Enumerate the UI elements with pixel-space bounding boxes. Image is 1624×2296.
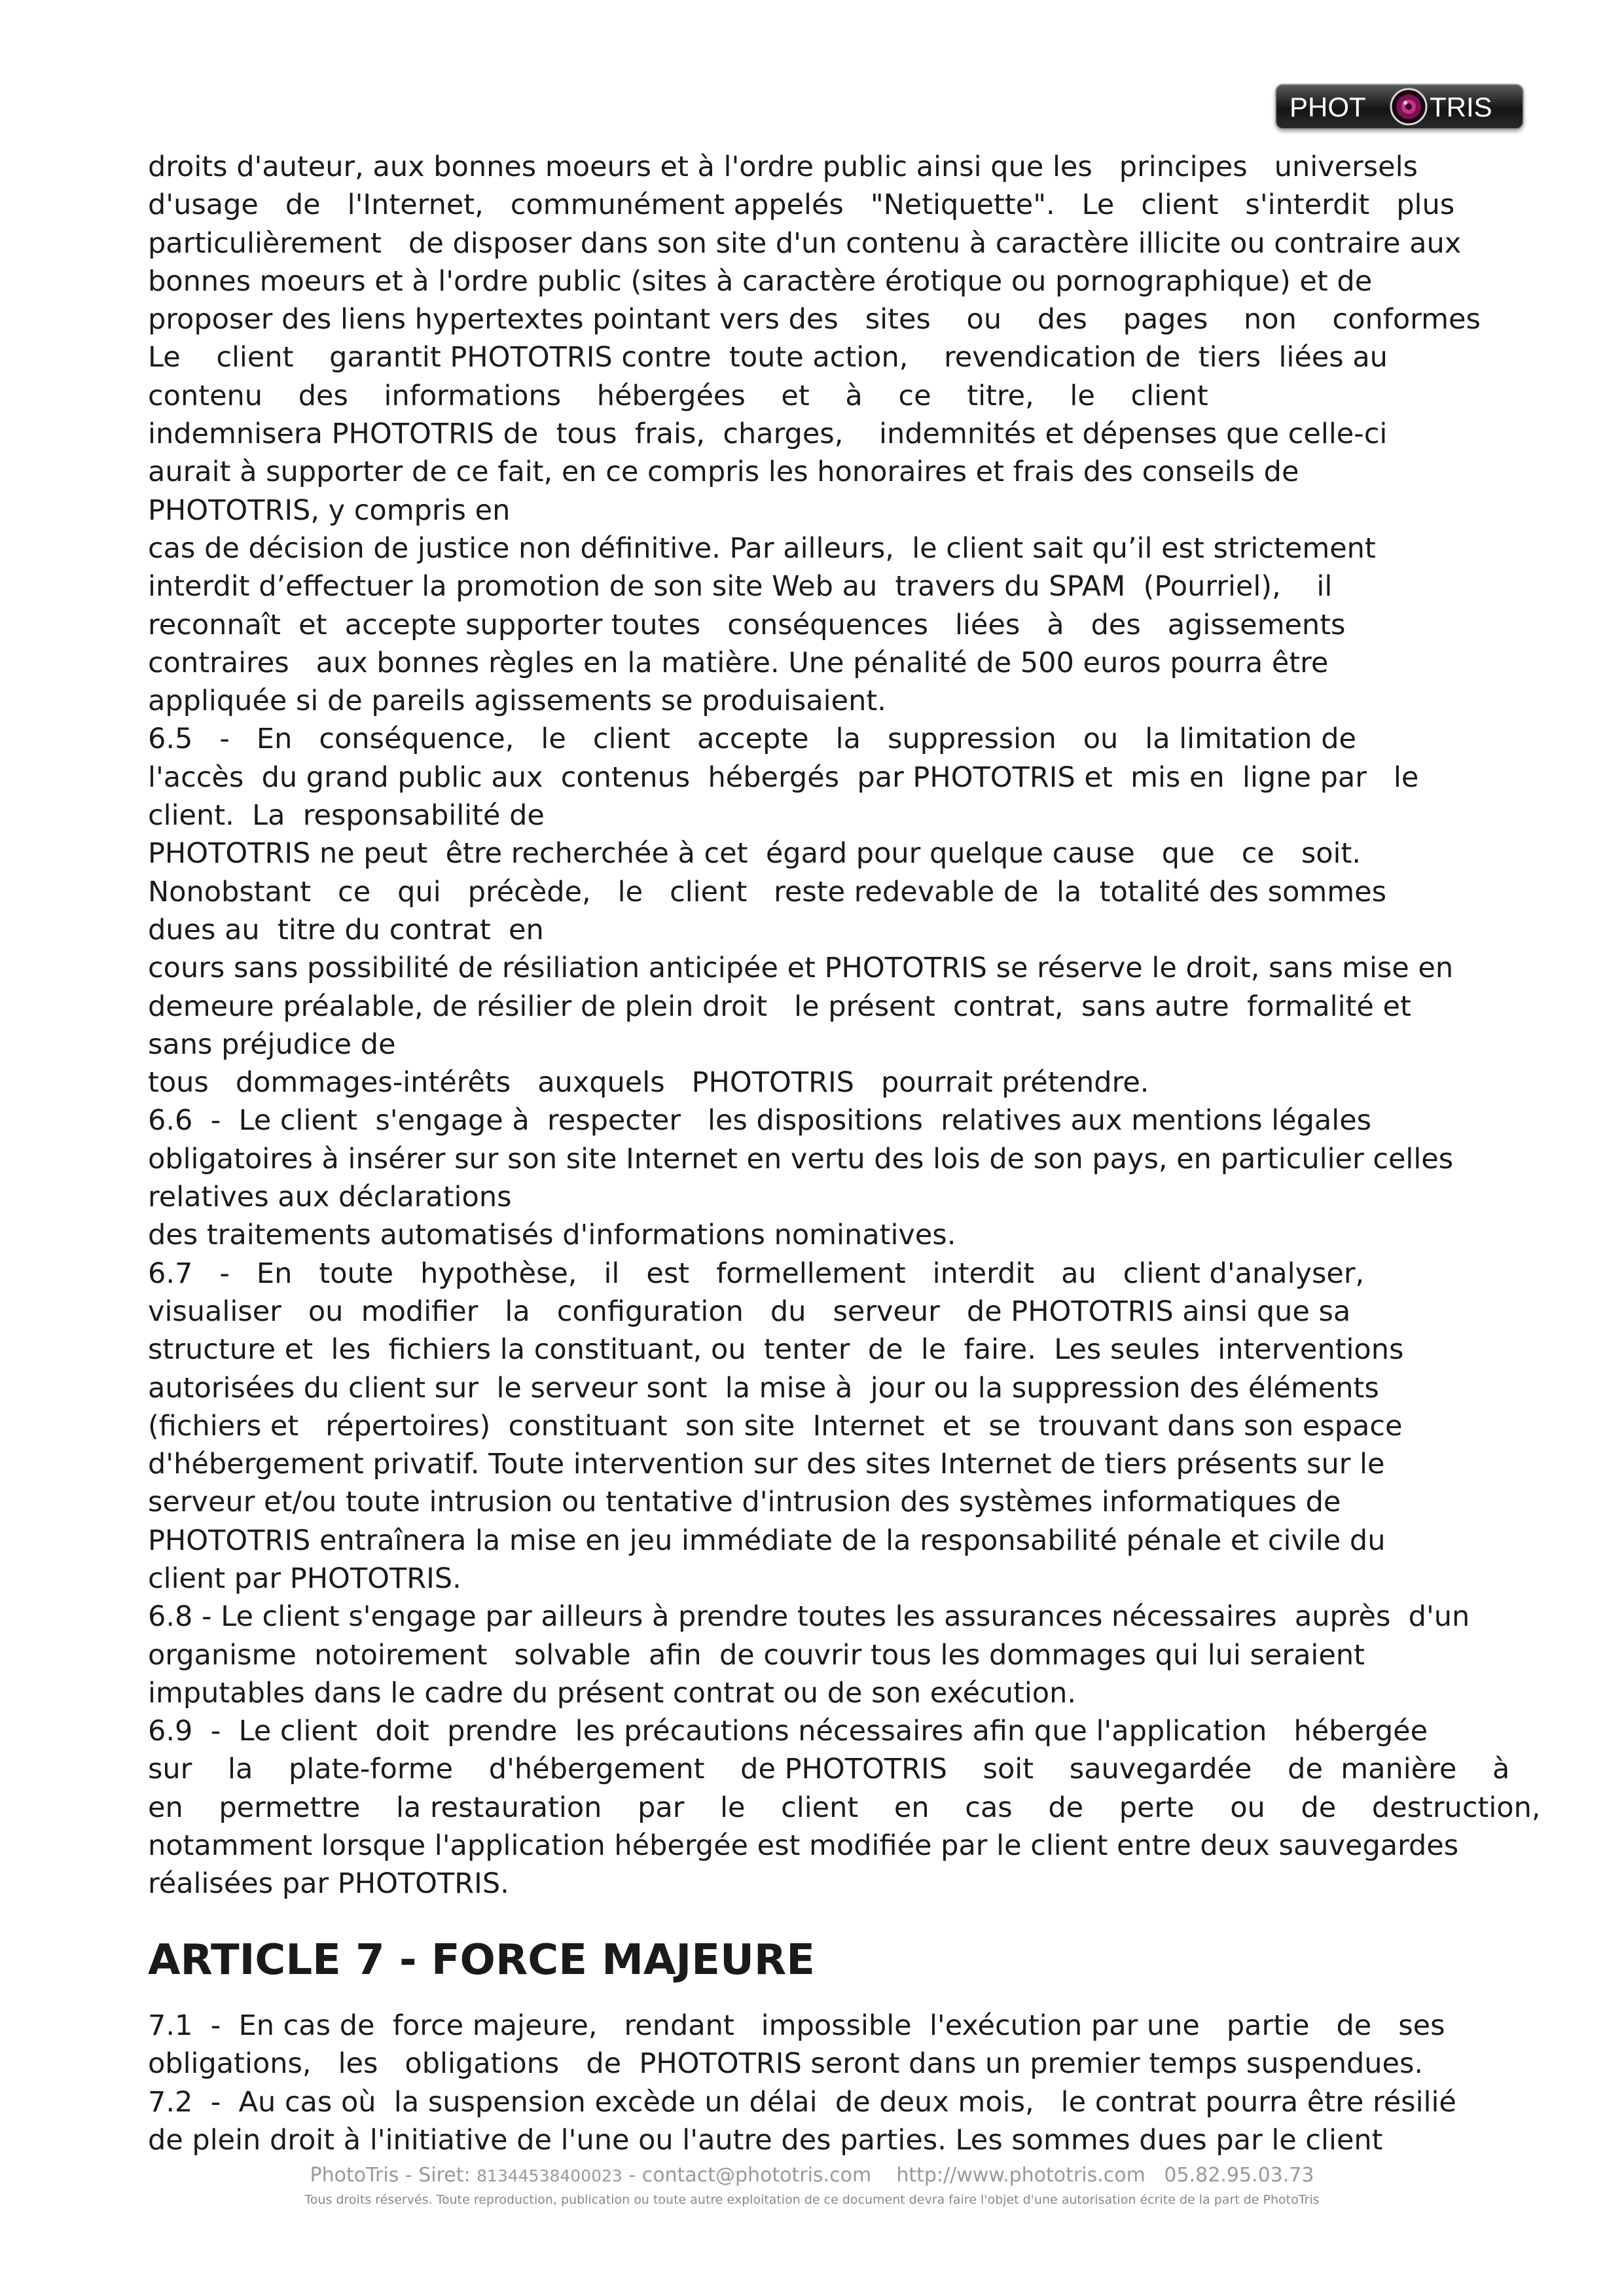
text-line: 6.9 - Le client doit prendre les précautions nécessaires afin que l'application hébergée [148, 1715, 1428, 1748]
camera-lens-icon [1391, 89, 1426, 124]
article-6-body-text [148, 148, 1541, 1903]
text-line: aurait à supporter de ce fait, en ce compris les honoraires et frais des conseils de [148, 456, 1299, 489]
text-line: client. La responsabilité de [148, 799, 545, 833]
text-line: (fichiers et répertoires) constituant son site Internet et se trouvant dans son espace [148, 1409, 1403, 1443]
text-line: reconnaît et accepte supporter toutes conséquences liées à des agissements [148, 608, 1346, 641]
text-line: sans préjudice de [148, 1028, 396, 1061]
text-line: tous dommages-intérêts auxquels PHOTOTRIS pourrait prétendre. [148, 1066, 1149, 1100]
text-line: 6.5 - En conséquence, le client accepte la suppression ou la limitation de [148, 723, 1356, 756]
text-line: contenu des informations hébergées et à ce titre, le client [148, 379, 1208, 412]
text-line: particulièrement de disposer dans son site d'un contenu à caractère illicite ou contraire aux [148, 226, 1462, 260]
text-line: en permettre la restauration par le client en cas de perte ou de destruction, [148, 1791, 1541, 1824]
text-line: bonnes moeurs et à l'ordre public (sites à caractère érotique ou pornographique) et de [148, 264, 1373, 298]
text-line: 6.7 - En toute hypothèse, il est formellement interdit au client d'analyser, [148, 1257, 1365, 1290]
phototris-logo [1275, 84, 1524, 130]
text-line: visualiser ou modifier la configuration du serveur de PHOTOTRIS ainsi que sa [148, 1295, 1351, 1328]
text-line: PHOTOTRIS, y compris en [148, 493, 511, 527]
text-line: l'accès du grand public aux contenus hébergés par PHOTOTRIS et mis en ligne par le [148, 761, 1419, 794]
text-line: 7.2 - Au cas où la suspension excède un délai de deux mois, le contrat pourra être résilié [148, 2085, 1456, 2119]
text-line: d'usage de l'Internet, communément appelés "Netiquette". Le client s'interdit plus [148, 188, 1455, 222]
text-line: client par PHOTOTRIS. [148, 1562, 461, 1595]
text-line: droits d'auteur, aux bonnes moeurs et à l'ordre public ainsi que les principes universels [148, 151, 1418, 183]
text-line: serveur et/ou toute intrusion ou tentative d'intrusion des systèmes informatiques de [148, 1486, 1341, 1519]
footer-prefix: PhotoTris - Siret: [310, 2164, 477, 2187]
footer-siret: 81344538400023 [477, 2166, 623, 2185]
text-line: proposer des liens hypertextes pointant vers des sites ou des pages non conformes [148, 303, 1481, 336]
text-line: Le client garantit PHOTOTRIS contre toute action, revendication de tiers liées au [148, 341, 1388, 374]
article-7-heading: ARTICLE 7 - FORCE MAJEURE [148, 1936, 815, 1984]
article-7-body-text [148, 2007, 1523, 2159]
text-line: demeure préalable, de résilier de plein droit le présent contrat, sans autre formalité et [148, 990, 1411, 1023]
text-line: relatives aux déclarations [148, 1181, 512, 1214]
text-line: imputables dans le cadre du présent contrat ou de son exécution. [148, 1676, 1076, 1710]
footer-copyright-notice: Tous droits réservés. Toute reproduction, publication ou toute autre exploitation de ce document devra faire l'objet d'une autorisation écrite de la part de PhotoTris [304, 2193, 1320, 2207]
text-line: 6.6 - Le client s'engage à respecter les dispositions relatives aux mentions légales [148, 1104, 1372, 1138]
footer-contact-line [0, 2164, 1624, 2187]
logo-text-left: PHOT [1290, 92, 1366, 122]
text-line: cours sans possibilité de résiliation anticipée et PHOTOTRIS se réserve le droit, sans mise en [148, 952, 1454, 985]
text-line: réalisées par PHOTOTRIS. [148, 1867, 509, 1901]
text-line: indemnisera PHOTOTRIS de tous frais, charges, indemnités et dépenses que celle-ci [148, 418, 1388, 451]
text-line: appliquée si de pareils agissements se produisaient. [148, 685, 886, 718]
text-line: des traitements automatisés d'informations nominatives. [148, 1219, 956, 1252]
text-line: structure et les fichiers la constituant, ou tenter de le faire. Les seules interventions [148, 1333, 1404, 1367]
text-line: PHOTOTRIS ne peut être recherchée à cet égard pour quelque cause que ce soit. [148, 837, 1362, 870]
text-line: 7.1 - En cas de force majeure, rendant impossible l'exécution par une partie de ses [148, 2009, 1445, 2042]
text-line: de plein droit à l'initiative de l'une ou l'autre des parties. Les sommes dues par le client [148, 2123, 1383, 2157]
text-line: PHOTOTRIS entraînera la mise en jeu immédiate de la responsabilité pénale et civile du [148, 1524, 1386, 1557]
text-line: d'hébergement privatif. Toute intervention sur des sites Internet de tiers présents sur le [148, 1448, 1385, 1481]
logo-text-right: TRIS [1430, 92, 1492, 122]
text-line: cas de décision de justice non définitive. Par ailleurs, le client sait qu’il est strictement [148, 531, 1376, 565]
text-line: dues au titre du contrat en [148, 913, 544, 946]
text-line: interdit d’effectuer la promotion de son site Web au travers du SPAM (Pourriel), il [148, 570, 1333, 603]
text-line: obligations, les obligations de PHOTOTRIS seront dans un premier temps suspendues. [148, 2047, 1424, 2081]
text-line: organisme notoirement solvable afin de couvrir tous les dommages qui lui seraient [148, 1638, 1365, 1672]
text-line: Nonobstant ce qui précède, le client reste redevable de la totalité des sommes [148, 875, 1386, 908]
text-line: notamment lorsque l'application hébergée est modifiée par le client entre deux sauvegardes [148, 1829, 1459, 1863]
text-line: autorisées du client sur le serveur sont la mise à jour ou la suppression des éléments [148, 1371, 1379, 1405]
footer-contact: - contact@phototris.com http://www.phototris.com 05.82.95.03.73 [622, 2164, 1314, 2187]
text-line: sur la plate-forme d'hébergement de PHOTOTRIS soit sauvegardée de manière à [148, 1753, 1510, 1786]
text-line: obligatoires à insérer sur son site Internet en vertu des lois de son pays, en particulier celles [148, 1142, 1454, 1175]
text-line: contraires aux bonnes règles en la matière. Une pénalité de 500 euros pourra être [148, 646, 1329, 679]
text-line: 6.8 - Le client s'engage par ailleurs à prendre toutes les assurances nécessaires auprès d'un [148, 1600, 1470, 1634]
